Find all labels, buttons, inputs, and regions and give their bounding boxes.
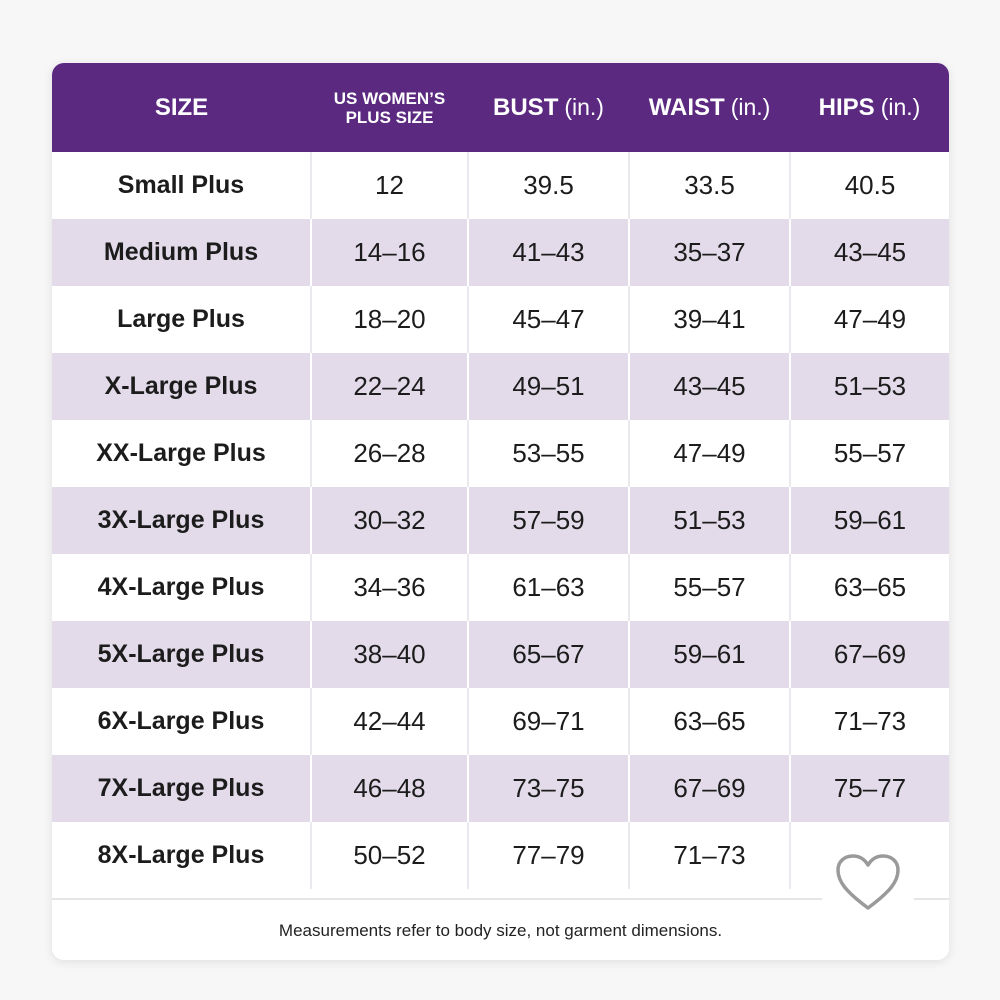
header-row — [52, 63, 949, 152]
cell-waist: 51–53 — [629, 487, 790, 554]
cell-size: 7X-Large Plus — [52, 755, 311, 822]
cell-hips: 55–57 — [790, 420, 949, 487]
cell-waist: 33.5 — [629, 152, 790, 219]
cell-us-size: 42–44 — [311, 688, 468, 755]
cell-hips: 43–45 — [790, 219, 949, 286]
table-row — [52, 353, 949, 420]
cell-hips: 47–49 — [790, 286, 949, 353]
table-row — [52, 286, 949, 353]
cell-bust: 39.5 — [468, 152, 629, 219]
table-row — [52, 219, 949, 286]
header-us-line1: US WOMEN’S — [333, 88, 446, 108]
cell-bust: 65–67 — [468, 621, 629, 688]
cell-hips: 75–77 — [790, 755, 949, 822]
table-body — [52, 152, 949, 889]
table-row — [52, 554, 949, 621]
cell-hips: 40.5 — [790, 152, 949, 219]
table-row — [52, 152, 949, 219]
cell-bust: 41–43 — [468, 219, 629, 286]
header-waist-label: WAIST — [648, 93, 725, 121]
cell-us-size: 14–16 — [311, 219, 468, 286]
cell-size: 4X-Large Plus — [97, 573, 265, 601]
cell-waist: 71–73 — [629, 822, 790, 889]
header-hips-unit: (in.) — [880, 93, 921, 120]
cell-waist: 55–57 — [629, 554, 790, 621]
cell-us-size: 30–32 — [311, 487, 468, 554]
header-bust-label: BUST — [493, 93, 559, 121]
cell-us-size: 26–28 — [311, 420, 468, 487]
cell-us-size: 50–52 — [311, 822, 468, 889]
cell-hips: 67–69 — [790, 621, 949, 688]
table-row — [52, 487, 949, 554]
cell-size: 5X-Large Plus — [52, 621, 311, 688]
cell-size: 8X-Large Plus — [97, 841, 265, 869]
table-row — [52, 755, 949, 822]
cell-hips: 71–73 — [790, 688, 949, 755]
cell-size: 6X-Large Plus — [97, 707, 265, 735]
header-size-label: SIZE — [154, 93, 209, 121]
heart-outline-icon — [835, 853, 901, 913]
favorite-button[interactable] — [822, 839, 914, 927]
cell-waist: 39–41 — [629, 286, 790, 353]
header-us-line2: PLUS SIZE — [345, 107, 434, 127]
cell-size: XX-Large Plus — [96, 439, 266, 467]
size-chart-table — [52, 63, 949, 889]
cell-waist: 35–37 — [629, 219, 790, 286]
cell-us-size: 34–36 — [311, 554, 468, 621]
cell-us-size: 22–24 — [311, 353, 468, 420]
table-header — [52, 63, 949, 152]
header-hips-label: HIPS — [818, 93, 875, 121]
cell-hips: 51–53 — [790, 353, 949, 420]
cell-us-size: 12 — [311, 152, 468, 219]
cell-bust: 77–79 — [468, 822, 629, 889]
cell-waist: 59–61 — [629, 621, 790, 688]
header-bust — [468, 63, 629, 152]
cell-bust: 49–51 — [468, 353, 629, 420]
table-row — [52, 822, 949, 889]
cell-bust: 57–59 — [468, 487, 629, 554]
table-row — [52, 621, 949, 688]
cell-size: X-Large Plus — [52, 353, 311, 420]
cell-waist: 67–69 — [629, 755, 790, 822]
table-row — [52, 688, 949, 755]
cell-bust: 73–75 — [468, 755, 629, 822]
measurement-note: Measurements refer to body size, not garment dimensions. — [52, 898, 949, 960]
cell-size: 3X-Large Plus — [52, 487, 311, 554]
cell-us-size: 38–40 — [311, 621, 468, 688]
cell-size: Medium Plus — [52, 219, 311, 286]
cell-hips: 59–61 — [790, 487, 949, 554]
header-bust-unit: (in.) — [564, 93, 604, 120]
table-row — [52, 420, 949, 487]
cell-bust: 45–47 — [468, 286, 629, 353]
cell-waist: 47–49 — [629, 420, 790, 487]
cell-bust: 61–63 — [468, 554, 629, 621]
cell-waist: 43–45 — [629, 353, 790, 420]
header-size — [52, 63, 311, 152]
cell-size: Small Plus — [117, 171, 245, 199]
cell-waist: 63–65 — [629, 688, 790, 755]
cell-us-size: 18–20 — [311, 286, 468, 353]
cell-hips: 63–65 — [790, 554, 949, 621]
cell-bust: 53–55 — [468, 420, 629, 487]
cell-size: Large Plus — [117, 305, 245, 333]
cell-us-size: 46–48 — [311, 755, 468, 822]
header-waist — [629, 63, 790, 152]
header-us-size — [311, 63, 468, 152]
header-waist-unit: (in.) — [730, 93, 771, 120]
cell-bust: 69–71 — [468, 688, 629, 755]
size-chart-card — [52, 63, 949, 960]
header-hips — [790, 63, 949, 152]
